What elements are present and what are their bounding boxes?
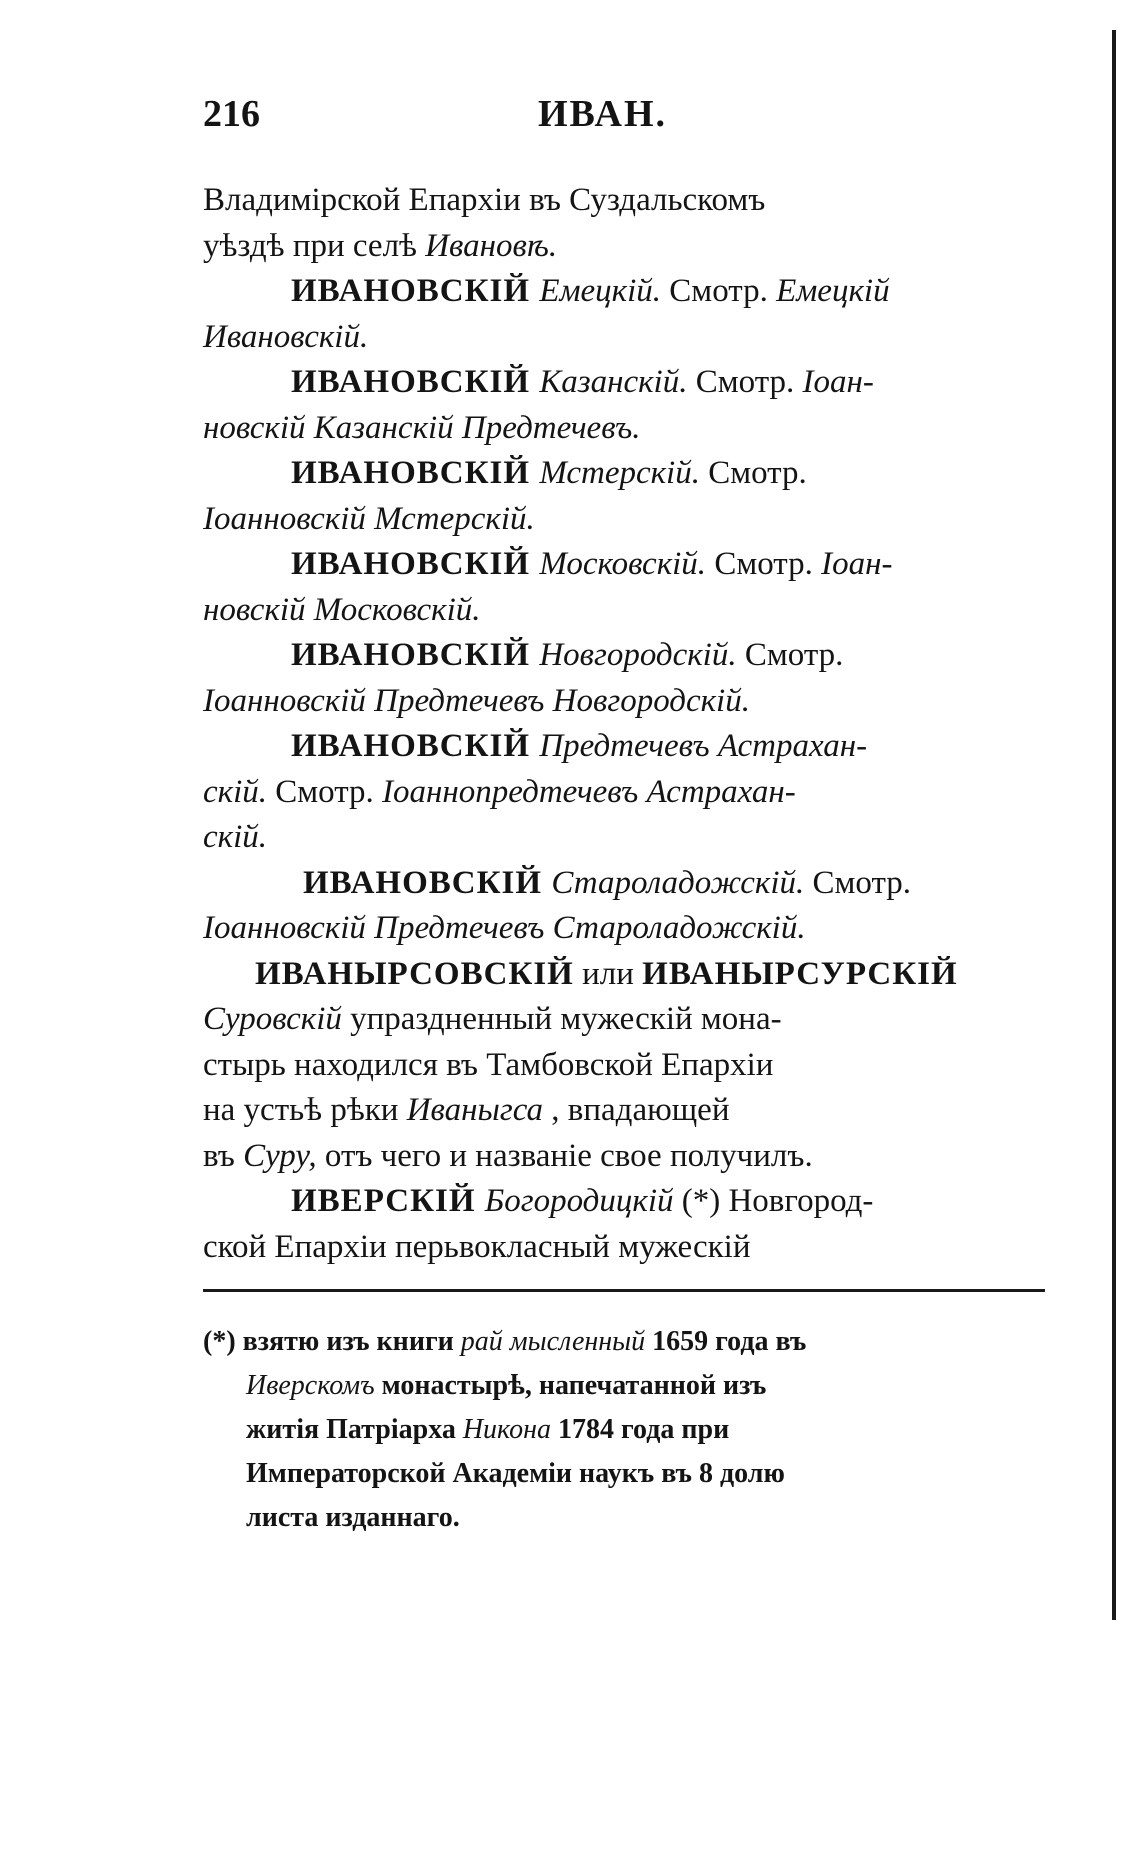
text-line [203, 952, 1050, 998]
text-run: Смотр. [736, 637, 844, 673]
entry-headword: ИВАНОВСКІЙ [291, 728, 540, 764]
text-line [203, 451, 1050, 497]
footnote-line [203, 1320, 1045, 1364]
text-run: отъ чего и названіе свое получилъ. [316, 1137, 813, 1174]
footnote-rule [203, 1289, 1045, 1292]
text-run: (*) взятю изъ книги [203, 1326, 461, 1357]
text-run: упраздненный мужескій мона- [341, 1001, 782, 1037]
page-number: 216 [203, 93, 260, 135]
italic-run: Староладожскій. [551, 864, 805, 901]
italic-run: рай мысленный [460, 1326, 646, 1357]
text-run: Смотр. [804, 864, 912, 901]
entry-ivanovskiy-moskovskiy [203, 542, 1050, 633]
text-line [203, 542, 1050, 588]
italic-run: Емецкій. [539, 273, 662, 309]
text-run: 1784 года при [550, 1414, 730, 1445]
entry-ivanovskiy-emetskiy [203, 269, 1050, 360]
entry-headword: ИВАНОВСКІЙ [291, 364, 540, 400]
text-line [203, 1088, 1050, 1134]
text-run: монастырѣ, напечатанной изъ [374, 1370, 767, 1401]
footnote-line [203, 1364, 1045, 1408]
italic-run: Богородицкій [484, 1183, 674, 1219]
footnote-line: Императорской Академіи наукъ въ 8 долю [246, 1458, 785, 1489]
text-line [203, 1179, 1050, 1225]
text-line: Іоанновскій Мстерскій. [203, 500, 535, 537]
footnote [203, 1320, 1045, 1540]
text-line [203, 770, 1050, 816]
text-line: Іоанновскій Предтечевъ Новгородскій. [203, 682, 750, 719]
italic-run: Предтечевъ Астрахан- [539, 728, 868, 764]
entry-headword: ИВАНОВСКІЙ [303, 864, 552, 901]
italic-run: Суровскій [203, 1001, 342, 1037]
entry-iverskiy [203, 1179, 1050, 1270]
page-edge-rule [1112, 30, 1116, 1620]
entry-headword: ИВЕРСКІЙ [291, 1183, 485, 1219]
text-line [203, 224, 1050, 270]
text-run: уѣздѣ при селѣ [203, 227, 426, 264]
italic-run: Емецкій [776, 273, 890, 309]
entry-headword: ИВАНОВСКІЙ [291, 637, 540, 673]
text-run: или [573, 955, 643, 992]
italic-run: Іоан- [821, 546, 893, 582]
italic-run: Іоан- [802, 364, 874, 400]
italic-run: Иваныгса [406, 1092, 544, 1128]
text-line: стырь находился въ Тамбовской Епархіи [203, 1046, 774, 1083]
paragraph-continuation [203, 178, 1050, 269]
text-line: Ивановскій. [203, 318, 369, 355]
text-line [203, 633, 1050, 679]
text-run: Смотр. [267, 773, 383, 810]
italic-run: Московскій. [539, 546, 707, 582]
italic-run: скій. [203, 773, 268, 810]
entry-headword: ИВАНЫРСУРСКІЙ [642, 955, 958, 992]
footnote-line [203, 1408, 1045, 1452]
text-line: Іоанновскій Предтечевъ Староладожскій. [203, 910, 806, 946]
running-head: ИВАН. [538, 93, 668, 135]
entry-ivanyrsovskiy [203, 952, 1050, 1180]
entry-headword: ИВАНОВСКІЙ [291, 273, 540, 309]
text-run: , впадающей [543, 1092, 730, 1128]
text-run: на устьѣ рѣки [203, 1092, 407, 1128]
italic-run: Іоаннопредтечевъ Астрахан- [382, 773, 796, 810]
text-line [203, 724, 1050, 770]
text-run: житія Патріарха [246, 1414, 463, 1445]
text-run: Смотр. [687, 364, 803, 400]
text-run: (*) Новгород- [673, 1183, 874, 1219]
entry-ivanovskiy-msterskiy [203, 451, 1050, 542]
page-header [203, 92, 1050, 152]
text-run: Смотр. [661, 273, 777, 309]
text-line [203, 360, 1050, 406]
italic-run: Мстерскій. [539, 455, 700, 491]
text-run: 1659 года въ [645, 1326, 807, 1357]
text-line: новскій Московскій. [203, 591, 481, 628]
text-run: Смотр. [699, 455, 807, 491]
entry-ivanovskiy-staroladozhskiy [203, 861, 1050, 952]
italic-run: Иверскомъ [246, 1370, 375, 1401]
entry-ivanovskiy-kazanskiy [203, 360, 1050, 451]
italic-run: Никона [462, 1414, 551, 1445]
text-line: ской Епархіи перьвокласный мужескій [203, 1228, 751, 1265]
text-run: въ [203, 1137, 244, 1174]
text-line: Владимірской Епархіи въ Суздальскомъ [203, 182, 766, 218]
entry-ivanovskiy-novgorodskiy [203, 633, 1050, 724]
entry-headword: ИВАНОВСКІЙ [291, 546, 540, 582]
italic-run: Ивановѣ. [425, 227, 558, 264]
entry-ivanovskiy-predtechev-astrakhanskiy [203, 724, 1050, 861]
footnote-line: листа изданнаго. [246, 1502, 460, 1533]
italic-run: Казанскій. [539, 364, 688, 400]
text-line: новскій Казанскій Предтечевъ. [203, 409, 641, 446]
italic-run: Суру, [243, 1137, 317, 1174]
text-line [203, 997, 1050, 1043]
text-run: Смотр. [706, 546, 822, 582]
text-line [203, 269, 1050, 315]
text-line: скій. [203, 819, 268, 855]
italic-run: Новгородскій. [539, 637, 737, 673]
entry-headword: ИВАНОВСКІЙ [291, 455, 540, 491]
text-line [203, 861, 1050, 907]
entry-headword: ИВАНЫРСОВСКІЙ [255, 955, 574, 992]
main-text [203, 178, 1050, 1270]
text-line [203, 1134, 1050, 1180]
